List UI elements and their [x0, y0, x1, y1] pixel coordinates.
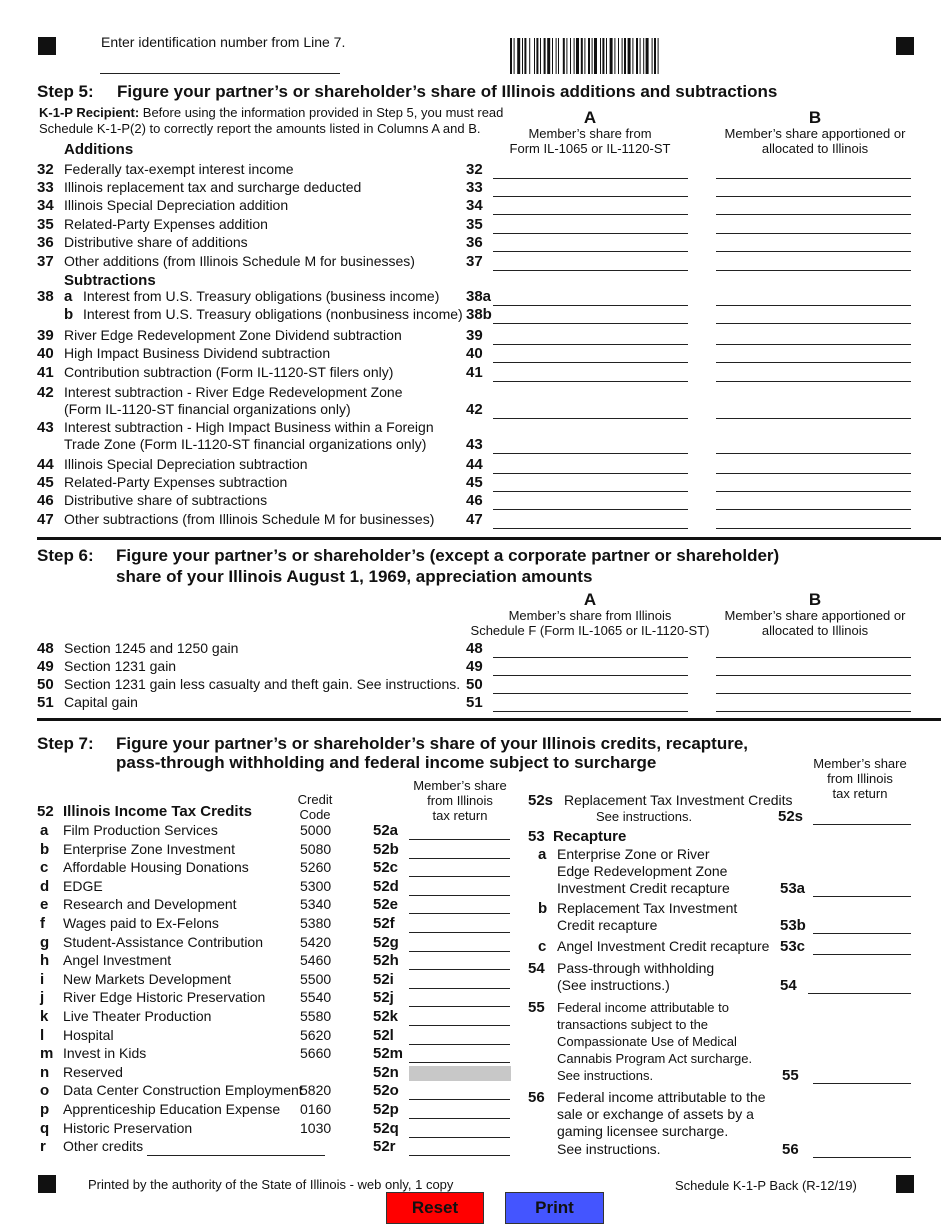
column-b-input[interactable] — [716, 475, 911, 492]
line-ref: 50 — [466, 676, 483, 693]
credit-code: 5620 — [300, 1026, 332, 1043]
column-a-input[interactable] — [493, 437, 688, 454]
line-53c-ref: 53c — [780, 938, 806, 955]
column-a-input[interactable] — [493, 512, 688, 529]
line-54-text: Pass-through withholding — [557, 960, 715, 976]
line-54-text-2: (See instructions.) — [557, 977, 670, 993]
line-ref: 38b — [466, 306, 492, 323]
column-a-input[interactable] — [493, 695, 688, 712]
line-53b-text-2: Credit recapture — [557, 917, 658, 933]
credits-line-number: 52 — [37, 803, 54, 820]
line-ref: 40 — [466, 345, 483, 362]
credit-input[interactable] — [409, 897, 510, 914]
corner-mark-top-right — [896, 37, 914, 55]
step7-left-column-header: Member’s share from Illinois tax return — [413, 778, 507, 823]
line-56-text-2: sale or exchange of assets by a — [557, 1106, 754, 1122]
column-b-input[interactable] — [716, 677, 911, 694]
step7-label: Step 7: — [37, 734, 94, 753]
credit-letter: o — [40, 1082, 50, 1100]
line-number: 40 — [37, 345, 54, 362]
line-ref: 48 — [466, 640, 483, 657]
step5-title: Figure your partner’s or shareholder’s share of Illinois additions and subtractions — [117, 82, 778, 101]
line-description-cont: (Form IL-1120-ST financial organizations only) — [64, 401, 351, 417]
credit-code: 5580 — [300, 1008, 332, 1024]
line-55-text-4: Cannabis Program Act surcharge. — [557, 1051, 753, 1066]
credit-ref: 52f — [373, 915, 395, 932]
credit-ref: 52d — [373, 877, 399, 895]
line-52s-text: Replacement Tax Investment Credits — [564, 792, 793, 808]
line-55-text: Federal income attributable to — [557, 1000, 729, 1015]
line-53a-letter: a — [538, 846, 547, 863]
credit-input[interactable] — [409, 1139, 510, 1156]
column-b-input[interactable] — [716, 289, 911, 306]
line-53b-ref: 53b — [780, 917, 806, 934]
line-description: Distributive share of additions — [64, 234, 248, 250]
credit-letter: a — [40, 822, 49, 839]
line-54-input[interactable] — [808, 977, 911, 994]
credit-name: Wages paid to Ex-Felons — [63, 915, 219, 931]
credit-ref: 52r — [373, 1138, 396, 1156]
id-number-prompt: Enter identification number from Line 7. — [101, 34, 346, 50]
line-54-ref: 54 — [780, 977, 797, 994]
step6-title: Figure your partner’s or shareholder’s (except a corporate partner or shareholder) — [116, 546, 780, 565]
credit-input[interactable] — [409, 1083, 510, 1100]
credit-letter: n — [40, 1063, 50, 1081]
credit-code: 5460 — [300, 952, 332, 969]
credit-name: Data Center Construction Employment — [63, 1082, 303, 1099]
column-a-input[interactable] — [493, 328, 688, 345]
line-55-text-2: transactions subject to the — [557, 1017, 709, 1032]
line-description: Section 1231 gain less casualty and theft gain. See instructions. — [64, 676, 461, 692]
line-description: Illinois replacement tax and surcharge deducted — [64, 179, 362, 195]
column-a-input[interactable] — [493, 346, 688, 363]
step6-label: Step 6: — [37, 546, 94, 565]
column-b-input[interactable] — [716, 493, 911, 510]
credit-code: 5380 — [300, 915, 332, 931]
line-ref: 46 — [466, 492, 483, 509]
credit-letter: c — [40, 859, 49, 877]
step6-column-a-header: A Member’s share from Illinois Schedule F (Form IL-1065 or IL-1120-ST) — [470, 590, 710, 638]
credit-code: 5000 — [300, 822, 332, 838]
line-53b-input[interactable] — [813, 917, 911, 934]
credit-code: 5540 — [300, 989, 332, 1006]
line-description: Other additions (from Illinois Schedule M for businesses) — [64, 253, 415, 269]
line-ref: 41 — [466, 364, 483, 381]
credit-ref: 52a — [373, 822, 399, 839]
credit-letter: e — [40, 896, 49, 914]
credit-name: Research and Development — [63, 896, 237, 913]
column-b-input[interactable] — [716, 198, 911, 215]
line-ref: 37 — [466, 253, 483, 270]
line-description: Interest from U.S. Treasury obligations (business income) — [83, 288, 440, 304]
credit-input[interactable] — [409, 953, 510, 970]
column-a-input[interactable] — [493, 254, 688, 271]
line-description: Federally tax-exempt interest income — [64, 161, 294, 177]
credit-letter: j — [40, 989, 45, 1007]
column-a-input[interactable] — [493, 365, 688, 382]
line-ref: 45 — [466, 474, 483, 491]
column-b-input[interactable] — [716, 328, 911, 345]
credit-letter: g — [40, 933, 50, 951]
line-ref: 32 — [466, 161, 483, 178]
line-53b-text: Replacement Tax Investment — [557, 900, 738, 916]
credit-input[interactable] — [409, 990, 510, 1007]
credit-code: 5340 — [300, 896, 332, 913]
credit-input[interactable] — [409, 1121, 510, 1138]
step5-label: Step 5: — [37, 82, 94, 101]
credit-input[interactable] — [409, 823, 510, 840]
column-b-input[interactable] — [716, 346, 911, 363]
printed-by-note: Printed by the authority of the State of Illinois - web only, 1 copy — [88, 1177, 454, 1192]
credit-letter: p — [40, 1101, 50, 1118]
credit-input[interactable] — [409, 916, 510, 933]
credit-ref: 52q — [373, 1119, 399, 1137]
line-56-text-4: See instructions. — [557, 1141, 661, 1157]
column-b-input[interactable] — [716, 695, 911, 712]
credit-code: 5260 — [300, 859, 332, 876]
credit-input[interactable] — [409, 842, 510, 859]
column-a-input[interactable] — [493, 180, 688, 197]
line-number: 45 — [37, 474, 54, 491]
column-a-input[interactable] — [493, 475, 688, 492]
line-description: Related-Party Expenses addition — [64, 216, 268, 232]
column-b-input[interactable] — [716, 180, 911, 197]
column-a-input[interactable] — [493, 659, 688, 676]
divider-step7 — [37, 718, 941, 721]
column-a-input[interactable] — [493, 677, 688, 694]
line-56-number: 56 — [528, 1089, 545, 1106]
line-56-text-3: gaming licensee surcharge. — [557, 1123, 729, 1139]
column-b-input[interactable] — [716, 641, 911, 658]
line-number: 32 — [37, 161, 54, 178]
line-number: 51 — [37, 694, 54, 711]
credit-code: 5080 — [300, 840, 332, 857]
line-52s-input[interactable] — [813, 808, 911, 825]
line-number: 39 — [37, 327, 54, 344]
line-number: 43 — [37, 419, 54, 436]
reset-button[interactable]: Reset — [386, 1192, 484, 1224]
line-description-cont: Trade Zone (Form IL-1120-ST financial organizations only) — [64, 436, 427, 452]
line-description: Related-Party Expenses subtraction — [64, 474, 288, 490]
line-53c-text: Angel Investment Credit recapture — [557, 938, 770, 954]
credit-name: Invest in Kids — [63, 1045, 147, 1062]
line-description: Interest subtraction - High Impact Business within a Foreign — [64, 419, 434, 435]
line-ref: 36 — [466, 234, 483, 251]
line-description: Interest subtraction - River Edge Redevelopment Zone — [64, 384, 403, 400]
credit-ref: 52m — [373, 1045, 404, 1063]
line-sub-letter: b — [64, 306, 74, 323]
line-number: 44 — [37, 456, 54, 473]
line-ref: 39 — [466, 327, 483, 344]
column-a-input[interactable] — [493, 198, 688, 215]
additions-heading: Additions — [64, 141, 134, 158]
credit-input[interactable] — [409, 972, 510, 989]
credit-letter: q — [40, 1119, 50, 1137]
line-description: River Edge Redevelopment Zone Dividend subtraction — [64, 327, 402, 343]
credit-input[interactable] — [409, 935, 510, 952]
column-a-input[interactable] — [493, 402, 688, 419]
credit-code: 5420 — [300, 933, 332, 950]
credit-input[interactable] — [409, 860, 510, 877]
credit-name: New Markets Development — [63, 970, 232, 987]
line-description: Illinois Special Depreciation addition — [64, 197, 289, 213]
line-55-text-5: See instructions. — [557, 1068, 654, 1083]
line-56-input[interactable] — [813, 1141, 911, 1158]
credit-name: Enterprise Zone Investment — [63, 840, 235, 857]
step5-recipient-note: K-1-P Recipient: Before using the information provided in Step 5, you must read — [39, 105, 504, 120]
credit-name: Live Theater Production — [63, 1008, 212, 1024]
credit-name: Angel Investment — [63, 952, 172, 969]
column-a-input[interactable] — [493, 493, 688, 510]
credit-ref: 52h — [373, 952, 399, 970]
column-a-input[interactable] — [493, 641, 688, 658]
column-b-input[interactable] — [716, 659, 911, 676]
column-b-input[interactable] — [716, 162, 911, 179]
column-b-input[interactable] — [716, 365, 911, 382]
line-56-text: Federal income attributable to the — [557, 1089, 766, 1105]
credit-letter: h — [40, 952, 50, 970]
step5-column-a-header: A Member’s share from Form IL-1065 or IL-1120-ST — [509, 108, 671, 156]
credit-name: Film Production Services — [63, 822, 218, 838]
credit-code: 5300 — [300, 877, 332, 894]
line-description: Interest from U.S. Treasury obligations (nonbusiness income) — [83, 306, 463, 322]
credit-ref: 52k — [373, 1008, 399, 1025]
line-ref: 34 — [466, 197, 483, 214]
credit-input[interactable] — [409, 1028, 510, 1045]
line-53c-letter: c — [538, 938, 547, 955]
credit-code: 5660 — [300, 1045, 332, 1062]
form-identifier: Schedule K-1-P Back (R-12/19) — [675, 1178, 857, 1193]
credit-name: Reserved — [63, 1063, 123, 1080]
column-a-input[interactable] — [493, 162, 688, 179]
line-description: Contribution subtraction (Form IL-1120-ST filers only) — [64, 364, 394, 380]
credit-input[interactable] — [409, 1009, 510, 1026]
line-description: Capital gain — [64, 694, 138, 710]
line-53a-input[interactable] — [813, 880, 911, 897]
column-a-input[interactable] — [493, 289, 688, 306]
id-number-input[interactable] — [100, 57, 340, 74]
line-55-number: 55 — [528, 999, 545, 1016]
line-number: 35 — [37, 216, 54, 233]
line-description: Illinois Special Depreciation subtraction — [64, 456, 308, 472]
subtractions-heading: Subtractions — [64, 272, 156, 289]
line-sub-letter: a — [64, 288, 73, 305]
line-55-ref: 55 — [782, 1067, 799, 1084]
line-53a-text-3: Investment Credit recapture — [557, 880, 730, 896]
line-ref: 38a — [466, 288, 492, 305]
line-number: 38 — [37, 288, 54, 305]
line-54-number: 54 — [528, 960, 545, 977]
line-description: Section 1245 and 1250 gain — [64, 640, 239, 656]
line-description: Section 1231 gain — [64, 658, 177, 674]
credit-input[interactable] — [409, 879, 510, 896]
credit-input[interactable] — [409, 1046, 510, 1063]
line-55-input[interactable] — [813, 1067, 911, 1084]
credit-code: 5820 — [300, 1082, 332, 1099]
step6-title-line2: share of your Illinois August 1, 1969, appreciation amounts — [116, 567, 593, 586]
credit-ref: 52c — [373, 859, 399, 877]
line-52s-text-2: See instructions. — [596, 809, 693, 824]
credit-name: River Edge Historic Preservation — [63, 989, 266, 1006]
recapture-heading: Recapture — [553, 828, 627, 845]
credit-ref: 52g — [373, 933, 399, 951]
line-number: 36 — [37, 234, 54, 251]
line-number: 37 — [37, 253, 54, 270]
line-ref: 35 — [466, 216, 483, 233]
line-description: Distributive share of subtractions — [64, 492, 268, 508]
step7-title: Figure your partner’s or shareholder’s share of your Illinois credits, recapture, — [116, 734, 749, 753]
line-number: 41 — [37, 364, 54, 381]
corner-mark-top-left — [38, 37, 56, 55]
line-number: 33 — [37, 179, 54, 196]
line-53b-letter: b — [538, 900, 548, 917]
line-53c-input[interactable] — [813, 938, 911, 955]
credit-letter: k — [40, 1008, 49, 1025]
reserved-shaded-field — [409, 1066, 511, 1081]
credit-code: 5500 — [300, 970, 332, 987]
line-number: 50 — [37, 676, 54, 693]
divider-step6 — [37, 537, 941, 540]
line-ref: 49 — [466, 658, 483, 675]
credit-ref: 52b — [373, 840, 399, 858]
credit-ref: 52i — [373, 970, 394, 988]
line-number: 48 — [37, 640, 54, 657]
line-number: 42 — [37, 384, 54, 401]
credit-letter: f — [40, 915, 45, 932]
line-ref: 47 — [466, 511, 483, 528]
step5-column-b-header: B Member’s share apportioned or allocated to Illinois — [724, 108, 906, 156]
column-b-input[interactable] — [716, 512, 911, 529]
line-52s-ref: 52s — [778, 808, 804, 825]
credit-input[interactable] — [409, 1102, 510, 1119]
column-b-input[interactable] — [716, 235, 911, 252]
credit-code: 0160 — [300, 1101, 332, 1117]
credit-ref: 52p — [373, 1101, 399, 1118]
credit-ref: 52n — [373, 1063, 399, 1081]
credit-ref: 52l — [373, 1026, 394, 1044]
credits-heading: Illinois Income Tax Credits — [63, 803, 252, 820]
line-53a-ref: 53a — [780, 880, 806, 897]
credit-name: Student-Assistance Contribution — [63, 933, 263, 950]
credit-name: Historic Preservation — [63, 1119, 193, 1136]
credit-ref: 52e — [373, 896, 399, 914]
line-number: 46 — [37, 492, 54, 509]
column-b-input[interactable] — [716, 254, 911, 271]
corner-mark-bottom-right — [896, 1175, 914, 1193]
credit-name: Apprenticeship Education Expense — [63, 1101, 281, 1117]
credit-letter: r — [40, 1138, 46, 1156]
line-number: 34 — [37, 197, 54, 214]
credit-letter: l — [40, 1026, 45, 1044]
corner-mark-bottom-left — [38, 1175, 56, 1193]
barcode-icon — [510, 38, 706, 74]
line-description: Other subtractions (from Illinois Schedule M for businesses) — [64, 511, 435, 527]
credit-name: Hospital — [63, 1026, 114, 1043]
line-52s-number: 52s — [528, 792, 554, 809]
line-53a-text: Enterprise Zone or River — [557, 846, 710, 862]
step6-column-b-header: B Member’s share apportioned or allocated to Illinois — [724, 590, 906, 638]
line-ref: 33 — [466, 179, 483, 196]
credit-letter: b — [40, 840, 50, 858]
line-ref: 51 — [466, 694, 483, 711]
column-a-input[interactable] — [493, 217, 688, 234]
credit-letter: m — [40, 1045, 54, 1063]
credit-code-header: Credit Code — [297, 792, 333, 822]
line-ref: 42 — [466, 401, 483, 418]
print-button[interactable]: Print — [505, 1192, 604, 1224]
line-number: 47 — [37, 511, 54, 528]
column-b-input[interactable] — [716, 217, 911, 234]
line-53-number: 53 — [528, 828, 545, 845]
credit-name: EDGE — [63, 877, 103, 894]
step7-right-column-header: Member’s share from Illinois tax return — [813, 756, 907, 801]
line-number: 49 — [37, 658, 54, 675]
line-ref: 43 — [466, 436, 483, 453]
step7-title-line2: pass-through withholding and federal income subject to surcharge — [116, 753, 657, 772]
credit-ref: 52j — [373, 989, 394, 1007]
column-b-input[interactable] — [716, 457, 911, 474]
line-description: High Impact Business Dividend subtraction — [64, 345, 331, 361]
column-b-input[interactable] — [716, 437, 911, 454]
line-56-ref: 56 — [782, 1141, 799, 1158]
credit-name: Affordable Housing Donations — [63, 859, 249, 876]
credit-letter: d — [40, 877, 50, 895]
credit-letter: i — [40, 970, 45, 988]
column-b-input[interactable] — [716, 307, 911, 324]
column-a-input[interactable] — [493, 457, 688, 474]
credit-ref: 52o — [373, 1082, 399, 1100]
other-credits-input[interactable] — [147, 1139, 325, 1156]
credit-code: 1030 — [300, 1119, 332, 1136]
column-a-input[interactable] — [493, 307, 688, 324]
column-b-input[interactable] — [716, 402, 911, 419]
step5-recipient-note-line2: Schedule K-1-P(2) to correctly report the amounts listed in Columns A and B. — [39, 121, 481, 136]
credit-name: Other credits — [63, 1138, 144, 1155]
column-a-input[interactable] — [493, 235, 688, 252]
line-55-text-3: Compassionate Use of Medical — [557, 1034, 737, 1049]
line-53a-text-2: Edge Redevelopment Zone — [557, 863, 728, 879]
line-ref: 44 — [466, 456, 483, 473]
